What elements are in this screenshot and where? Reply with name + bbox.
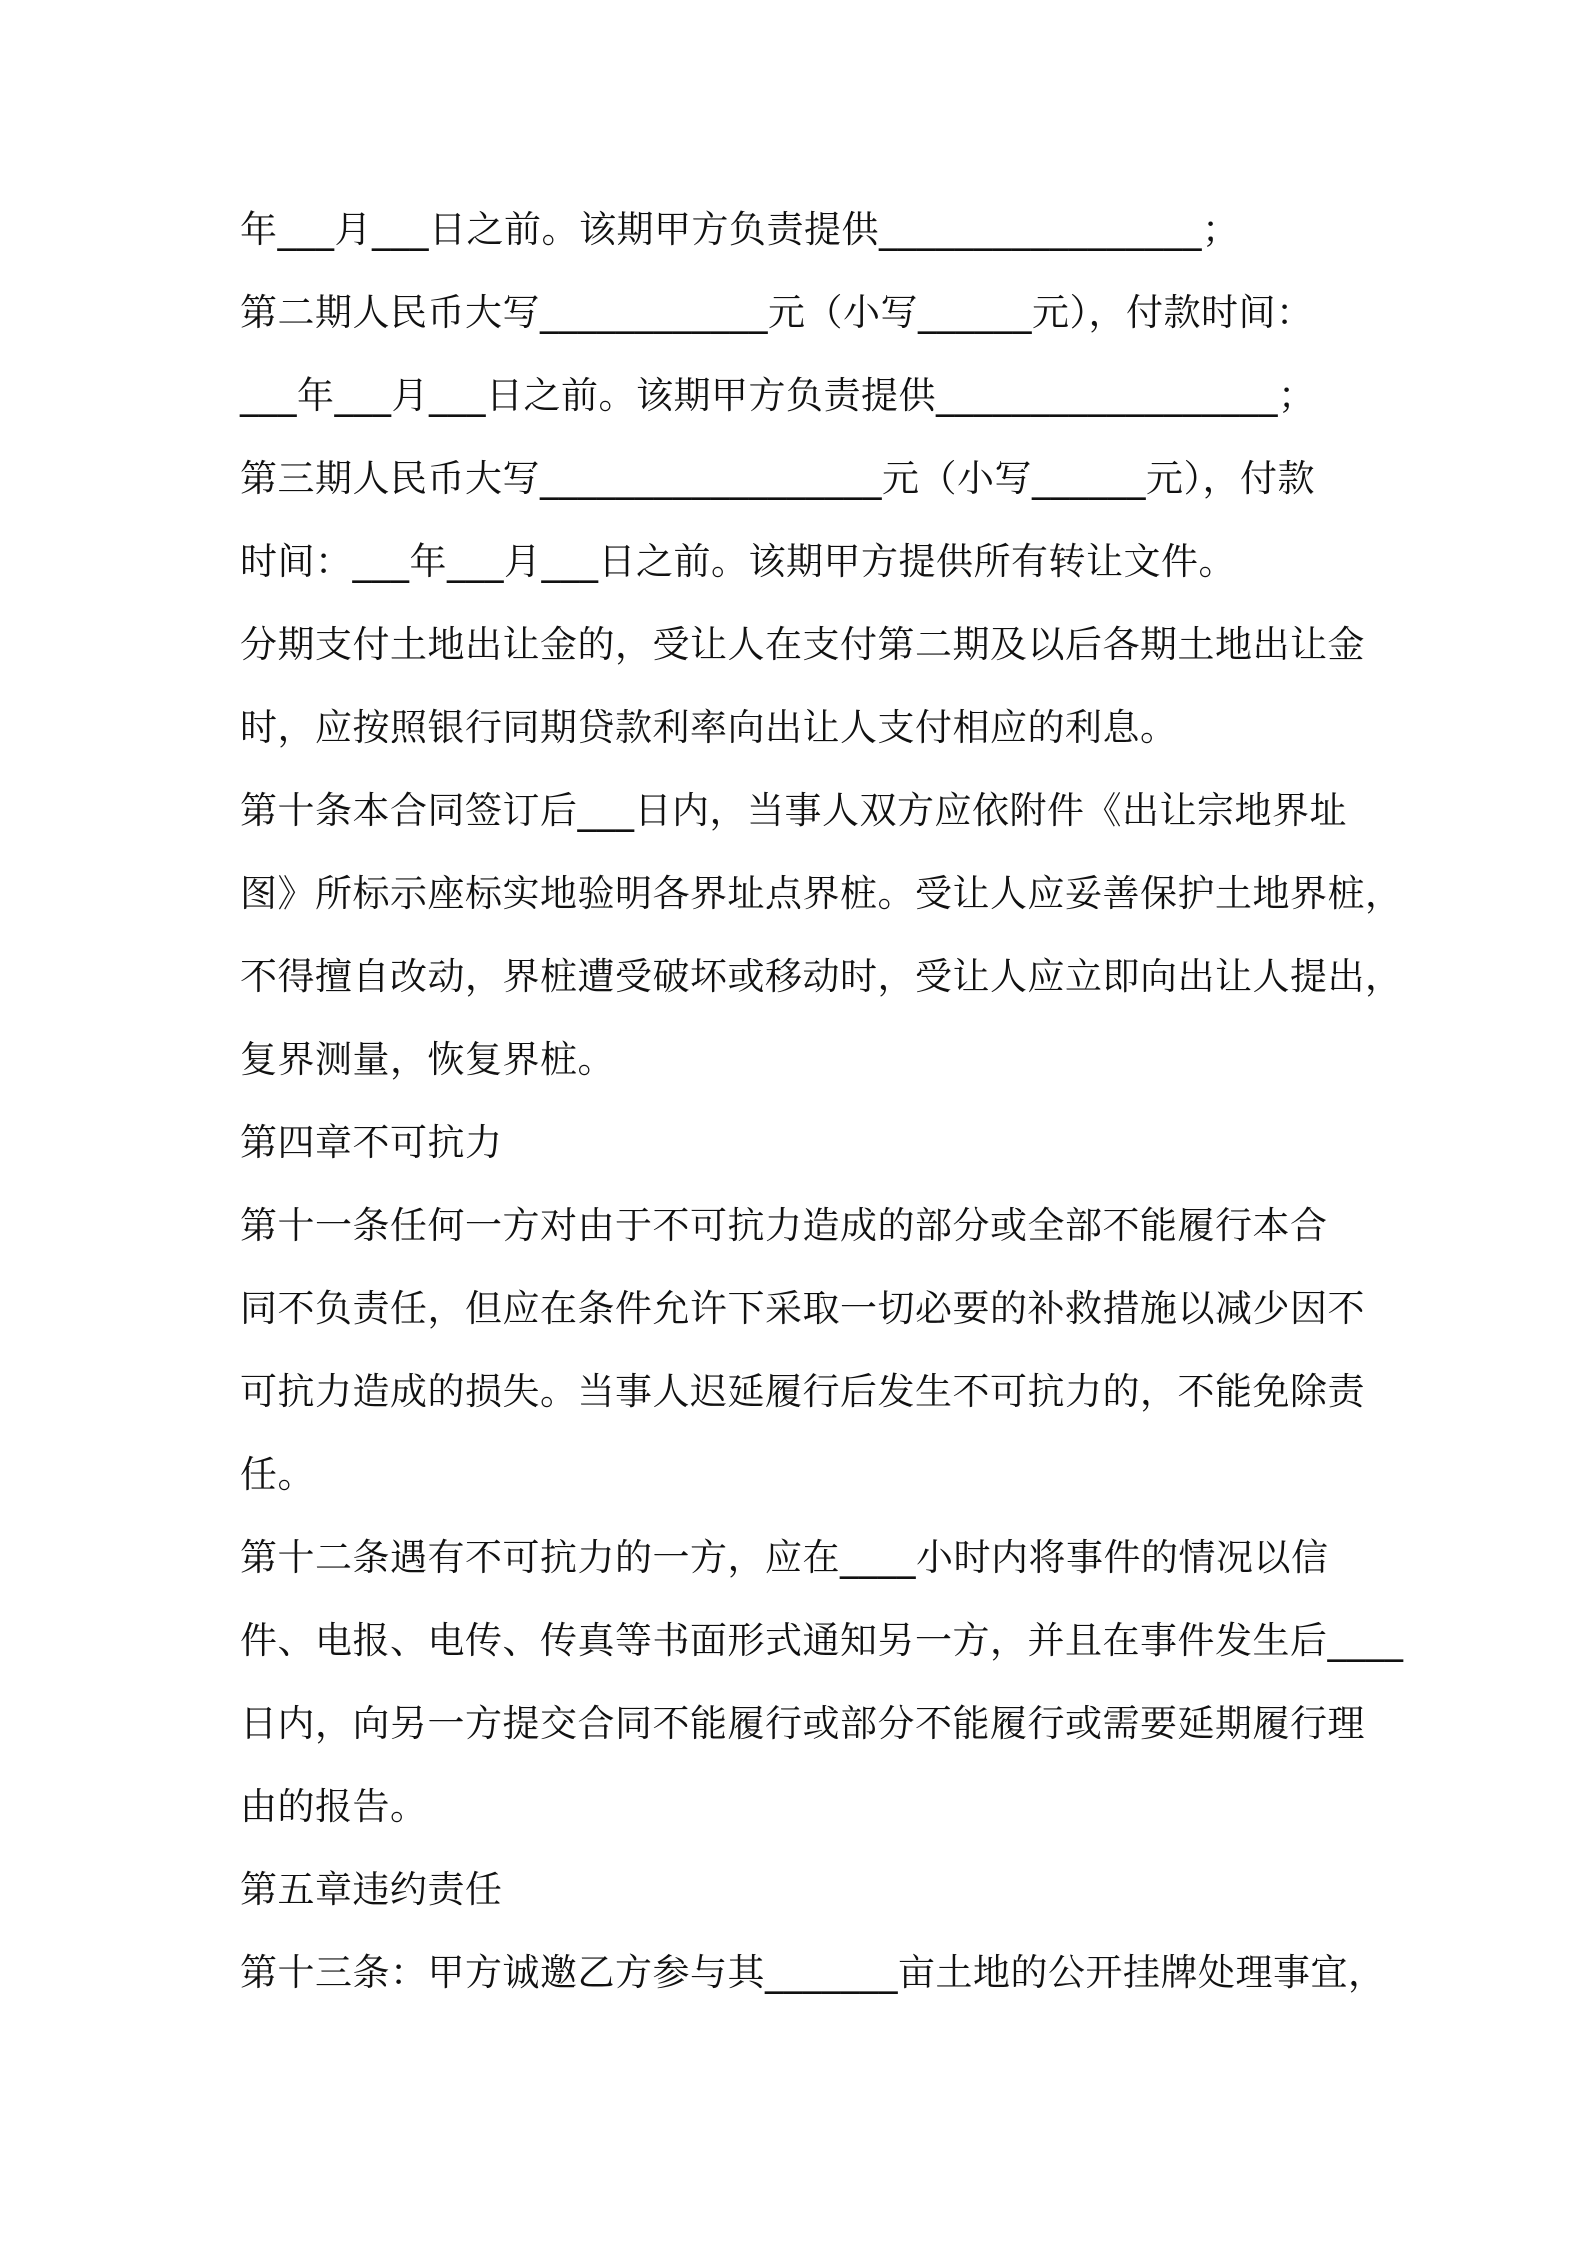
text-line-18: 件、电报、电传、传真等书面形式通知另一方，并且在事件发生后____ [240, 1619, 1404, 1662]
text-line-14: 同不负责任，但应在条件允许下采取一切必要的补救措施以减少因不 [240, 1287, 1365, 1330]
text-line-9: 图》所标示座标实地验明各界址点界桩。受让人应妥善保护土地界桩， [240, 872, 1403, 915]
text-line-4: 第三期人民币大写__________________元（小写______元），付款 [240, 457, 1315, 500]
chapter-heading-force-majeure: 第四章不可抗力 [240, 1121, 503, 1164]
text-line-7: 时，应按照银行同期贷款利率向出让人支付相应的利息。 [240, 706, 1178, 749]
text-line-15: 可抗力造成的损失。当事人迟延履行后发生不可抗力的，不能免除责 [240, 1370, 1365, 1413]
chapter-heading-liability: 第五章违约责任 [240, 1868, 503, 1911]
text-line-17: 第十二条遇有不可抗力的一方，应在____小时内将事件的情况以信 [240, 1536, 1329, 1579]
text-line-2: 第二期人民币大写____________元（小写______元），付款时间： [240, 291, 1314, 334]
text-line-13: 第十一条任何一方对由于不可抗力造成的部分或全部不能履行本合 [240, 1204, 1328, 1247]
text-line-1: 年___月___日之前。该期甲方负责提供_________________； [240, 208, 1240, 251]
text-line-19: 日内，向另一方提交合同不能履行或部分不能履行或需要延期履行理 [240, 1702, 1365, 1745]
text-line-8: 第十条本合同签订后___日内，当事人双方应依附件《出让宗地界址 [240, 789, 1347, 832]
text-line-20: 由的报告。 [240, 1785, 428, 1828]
text-line-5: 时间：___年___月___日之前。该期甲方提供所有转让文件。 [240, 540, 1236, 583]
text-line-16: 任。 [240, 1453, 315, 1496]
text-line-10: 不得擅自改动，界桩遭受破坏或移动时，受让人应立即向出让人提出， [240, 955, 1403, 998]
text-line-3: ___年___月___日之前。该期甲方负责提供__________________； [240, 374, 1316, 417]
text-line-6: 分期支付土地出让金的，受让人在支付第二期及以后各期土地出让金 [240, 623, 1365, 666]
text-line-22: 第十三条：甲方诚邀乙方参与其_______亩土地的公开挂牌处理事宜， [240, 1951, 1386, 1994]
text-line-11: 复界测量，恢复界桩。 [240, 1038, 615, 1081]
